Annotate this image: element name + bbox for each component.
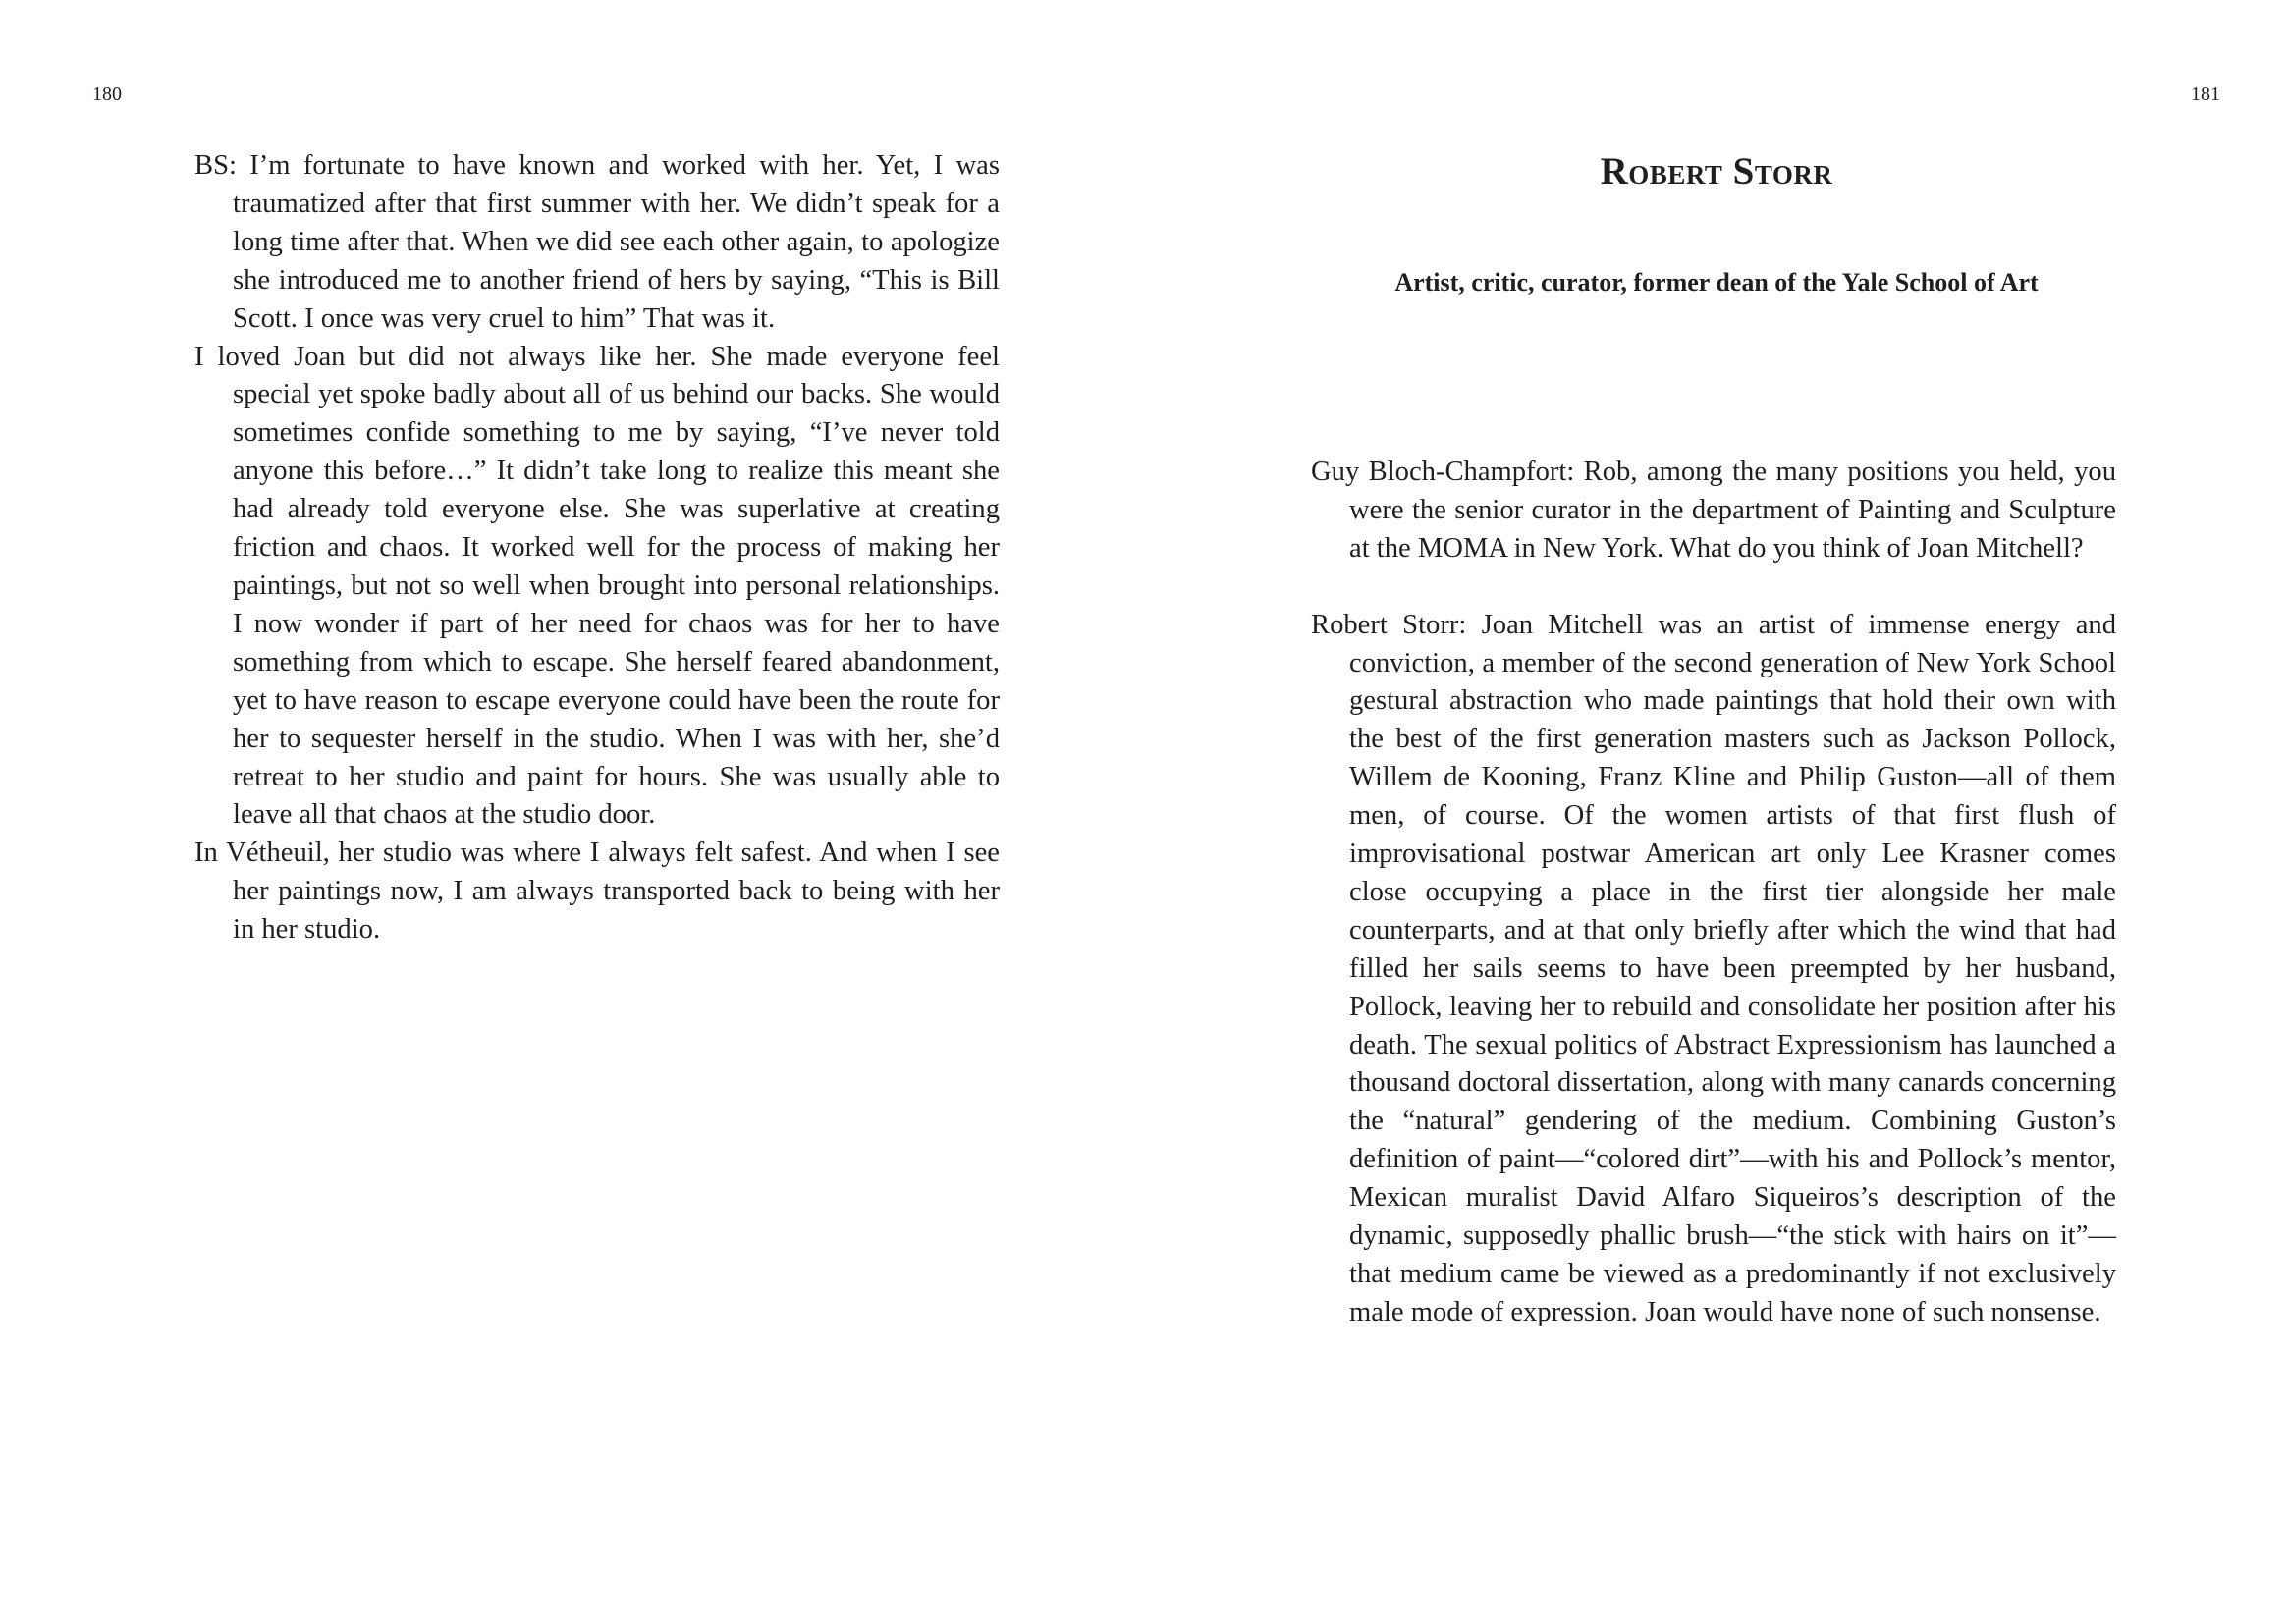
page-number-left: 180 bbox=[92, 83, 122, 105]
page-number-right: 181 bbox=[2191, 83, 2220, 105]
chapter-title: Robert Storr bbox=[1600, 150, 1833, 192]
paragraph-question: Guy Bloch-Champfort: Rob, among the many positions you held, you were the senior curator in the department of Painting and Sculpture at the MOMA in New York. What do you think of Joan Mitchell? bbox=[1311, 457, 2116, 564]
chapter-subtitle: Artist, critic, curator, former dean of the Yale School of Art bbox=[1394, 268, 2039, 297]
left-page bbox=[0, 0, 1144, 1624]
right-page-body bbox=[1311, 454, 2116, 1371]
left-page-body bbox=[194, 147, 1000, 949]
paragraph-bs-intro: BS: I’m fortunate to have known and worked with her. Yet, I was traumatized after that first summer with her. We didn’t speak for a long time after that. When we did see each other again, to apologize she introduced me to another friend of hers by saying, “This is Bill Scott. I once was very cruel to him” That was it. bbox=[194, 150, 1000, 334]
paragraph-answer: Robert Storr: Joan Mitchell was an artist of immense energy and conviction, a member of the second generation of New York School gestural abstraction who made paintings that hold their own with the best of the first generation masters such as Jackson Pollock, Willem de Kooning, Franz Kline and Philip Guston—all of them men, of course. Of the women artists of that first flush of improvisational postwar American art only Lee Krasner comes close occupying a place in the first tier alongside her male counterparts, and at that only briefly after which the wind that had filled her sails seems to have been preempted by her husband, Pollock, leaving her to rebuild and consolidate her position after his death. The sexual politics of Abstract Expressionism has launched a thousand doctoral dissertation, along with many canards concerning the “natural” gendering of the medium. Combining Guston’s definition of paint—“colored dirt”—with his and Pollock’s mentor, Mexican muralist David Alfaro Siqueiros’s description of the dynamic, supposedly phallic brush—“the stick with hairs on it”—that medium came be viewed as a predominantly if not exclusively male mode of expression. Joan would have none of such nonsense. bbox=[1311, 609, 2116, 1327]
paragraph-loved-joan: I loved Joan but did not always like her. She made everyone feel special yet spoke badly about all of us behind our backs. She would sometimes confide something to me by saying, “I’ve never told anyone this before…” It didn’t take long to realize this meant she had already told everyone else. She was superlative at creating friction and chaos. It worked well for the process of making her paintings, but not so well when brought into personal relationships. I now wonder if part of her need for chaos was for her to have something from which to escape. She herself feared abandonment, yet to have reason to escape everyone could have been the route for her to sequester herself in the studio. When I was with her, she’d retreat to her studio and paint for hours. She was usually able to leave all that chaos at the studio door. bbox=[194, 341, 1000, 831]
right-page bbox=[1144, 0, 2289, 1624]
paragraph-vetheuil: In Vétheuil, her studio was where I always felt safest. And when I see her paintings now, I am always transported back to being with her in her studio. bbox=[194, 838, 1000, 946]
